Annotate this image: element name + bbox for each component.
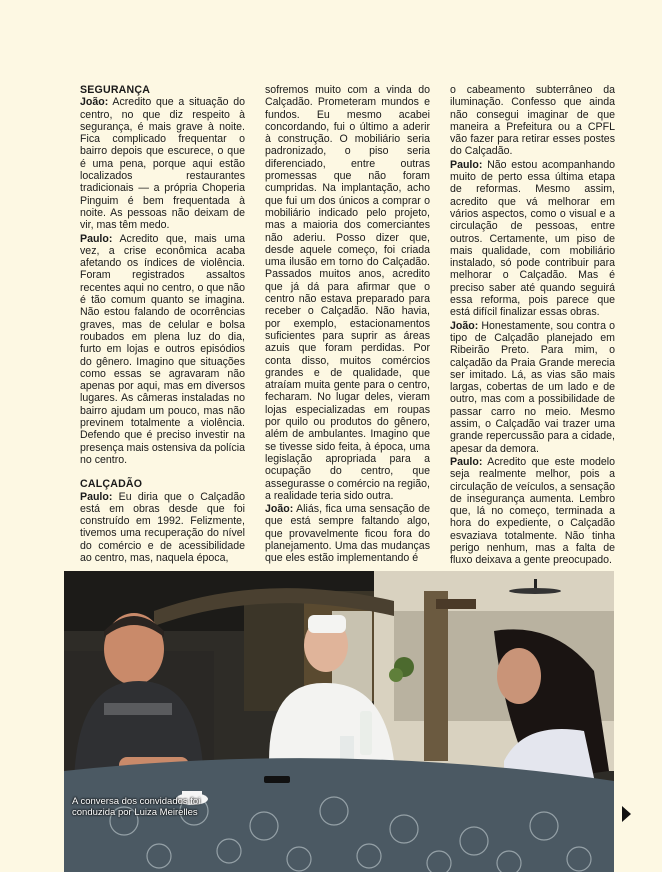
article-column-3 [450, 84, 615, 567]
paragraph [450, 84, 615, 158]
article-column-2 [265, 84, 430, 565]
paragraph [80, 233, 245, 467]
interview-photo-illustration [64, 571, 614, 872]
article-column-1 [80, 84, 245, 562]
speaker-name: João: [450, 319, 479, 332]
paragraph-text: Aliás, fica uma sensação de que está sempre faltando algo, que provavelmente ficou fora do planejamento. Uma das mudanças que eles estão implementando é [265, 503, 430, 565]
paragraph-text: Acredito que, mais uma vez, a crise econômica acaba afetando os índices de violência. Foram registrados assaltos recentes aqui no centro, o que não é tão comum quanto se imagina. Não estou falando de ocorrências graves, mas de celular e bolsa roubados em plena luz do dia, furto em lojas e outros episódios do gênero. Imagino que situações como essas se agravaram não apenas por aqui, mas em diversos lugares. As câmeras instaladas no bairro ajudam um pouco, mas não previnem totalmente a violência. Defendo que é preciso investir na presença mais ostensiva da polícia no centro. [80, 232, 245, 466]
paragraph-text: Honestamente, sou contra o tipo de Calçadão planejado em Ribeirão Preto. Para mim, o calçadão da Praia Grande merecia ser imitado. Lá, as vias são mais largas, cobertas de um lado e de outro, mas com a possibilidade de passar carro no meio. Mesmo assim, o Calçadão vai trazer uma grande repercussão para a cidade, apesar da demora. [450, 319, 615, 455]
paragraph [80, 491, 245, 565]
paragraph [80, 96, 245, 231]
paragraph [265, 503, 430, 564]
article-body [80, 84, 616, 567]
paragraph-text: Acredito que a situação do centro, no que diz respeito à segurança, é mais grave à noite. Fica complicado frequentar o bairro depois que escurece, o que é uma pena, porque aqui estão localizados restaurantes tradicionais — a própria Choperia Pinguim é bem frequentada à noite. As pessoas não deixam de vir, mas têm medo. [80, 96, 245, 232]
next-page-arrow-icon[interactable] [622, 806, 631, 822]
paragraph-text: o cabeamento subterrâneo da iluminação. Confesso que ainda não consegui imaginar de que maneira a Prefeitura ou a CPFL vão fazer para retirar esses postes do Calçadão. [450, 84, 615, 158]
speaker-name: João: [265, 503, 294, 516]
paragraph-text: sofremos muito com a vinda do Calçadão. Prometeram mundos e fundos. Eu mesmo acabei concordando, fui o último a aderir à construção. O mobiliário seria padronizado, o piso seria diferenciado, entre outras promessas que não foram cumpridas. Na implantação, acho que fui um dos únicos a comprar o mobiliário indicado pelo projeto, mas a maioria dos comerciantes não aderiu. Posso dizer que, desde aquele começo, foi criada uma ilusão em torno do Calçadão. Passados muitos anos, acredito que já dá para afirmar que o centro não estava preparado para receber o Calçadão. Não havia, por exemplo, estacionamentos suficientes para suprir as áreas azuis que foram perdidas. Por conta disso, muitos comércios grandes e de qualidade, que atraíam muita gente para o centro, fecharam. No lugar deles, vieram lojas especializadas em roupas por quilo ou produtos do gênero, além de ambulantes. Imagino que se tivesse sido feita, à época, uma legislação apropriada para a ocupação do centro, que assegurasse o comércio na região, a realidade teria sido outra. [265, 84, 430, 502]
section-heading-seguranca: SEGURANÇA [80, 84, 151, 96]
paragraph [450, 159, 615, 319]
paragraph [265, 84, 430, 502]
paragraph-text: Acredito que este modelo seja realmente melhor, pois a circulação de veículos, a sensação de insegurança aumenta. Lembro que, lá no começo, terminada a hora do expediente, o Calçadão esvaziava totalmente. Não tinha perigo nenhum, mas a falta de fluxo deixava a gente preocupado. [450, 455, 615, 567]
speaker-name: Paulo: [80, 232, 113, 245]
paragraph [450, 456, 615, 567]
speaker-name: Paulo: [80, 490, 113, 503]
speaker-name: Paulo: [450, 455, 483, 468]
photo-caption: A conversa dos convidados foi conduzida por Luiza Meirelles [72, 796, 201, 818]
paragraph-text: Não estou acompanhando muito de perto essa última etapa de reformas. Mesmo assim, acredito que vá melhorar em vários aspectos, como o visual e a circulação de pessoas, entre outros. Certamente, um piso de mais qualidade, com mobiliário instalado, só pode contribuir para melhorar o Calçadão. Mas é preciso saber até quando seguirá essa reforma, pois parece que está difícil finalizar essas obras. [450, 158, 615, 319]
interview-photo [64, 571, 614, 872]
section-heading-calcadao: CALÇADÃO [80, 478, 143, 491]
paragraph [450, 320, 615, 455]
speaker-name: João: [80, 96, 109, 109]
speaker-name: Paulo: [450, 158, 483, 171]
paragraph-text: Eu diria que o Calçadão está em obras desde que foi construído em 1992. Felizmente, tivemos uma recuperação do nível do comércio e de acessibilidade ao centro, mas, naquela época, [80, 490, 245, 564]
